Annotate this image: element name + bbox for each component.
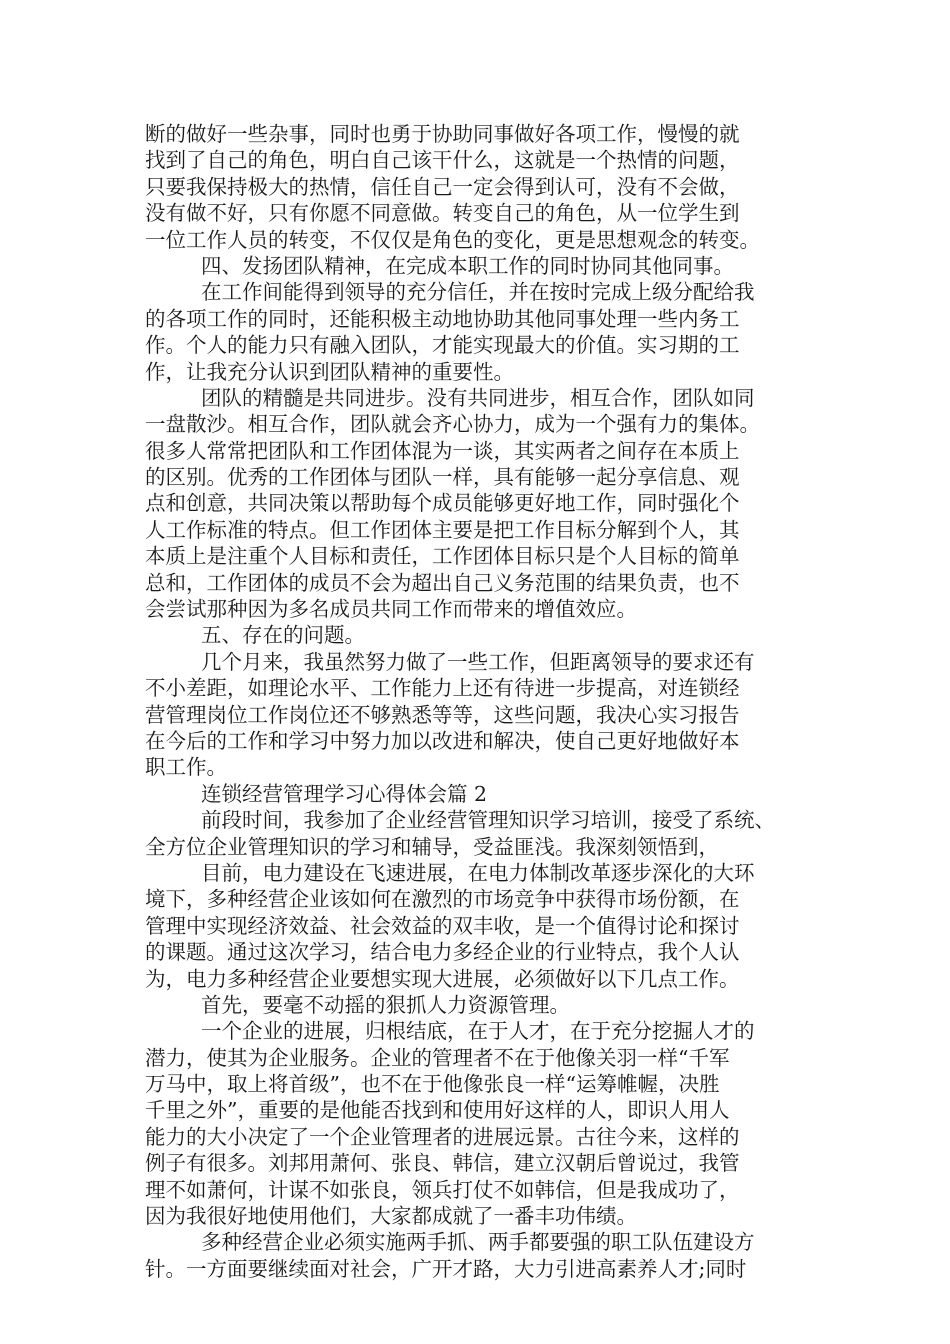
text-line: 的区别。优秀的工作团体与团队一样，具有能够一起分享信息、观 — [145, 465, 740, 490]
paragraph-first-line: 在工作间能得到领导的充分信任，并在按时完成上级分配给我 — [201, 280, 755, 305]
text-line: 找到了自己的角色，明白自己该干什么，这就是一个热情的问题， — [145, 148, 740, 173]
text-line: 作，让我充分认识到团队精神的重要性。 — [145, 359, 514, 384]
text-line: 理不如萧何，计谋不如张良，领兵打仗不如韩信，但是我成功了， — [145, 1177, 740, 1202]
paragraph-first-line: 多种经营企业必须实施两手抓、两手都要强的职工队伍建设方 — [201, 1230, 755, 1255]
text-line: 作。个人的能力只有融入团队，才能实现最大的价值。实习期的工 — [145, 333, 740, 358]
text-line: 营管理岗位工作岗位还不够熟悉等等，这些问题，我决心实习报告 — [145, 702, 740, 727]
text-line: 没有做不好，只有你愿不同意做。转变自己的角色，从一位学生到 — [145, 201, 740, 226]
text-line: 全方位企业管理知识的学习和辅导，受益匪浅。我深刻领悟到， — [145, 834, 719, 859]
paragraph-first-line: 四、发扬团队精神，在完成本职工作的同时协同其他同事。 — [201, 253, 734, 278]
paragraph-first-line: 五、存在的问题。 — [201, 623, 365, 648]
text-line: 因为我很好地使用他们，大家都成就了一番丰功伟绩。 — [145, 1204, 637, 1229]
text-line: 一位工作人员的转变，不仅仅是角色的变化，更是思想观念的转变。 — [145, 227, 760, 252]
document-body — [145, 121, 835, 1282]
text-line: 人工作标准的特点。但工作团体主要是把工作目标分解到个人，其 — [145, 517, 740, 542]
text-line: 总和，工作团体的成员不会为超出自己义务范围的结果负责，也不 — [145, 570, 740, 595]
text-line: 很多人常常把团队和工作团体混为一谈，其实两者之间存在本质上 — [145, 438, 740, 463]
text-line: 一盘散沙。相互合作，团队就会齐心协力，成为一个强有力的集体。 — [145, 412, 760, 437]
text-line: 万马中，取上将首级”，也不在于他像张良一样“运筹帷幄，决胜 — [145, 1072, 720, 1097]
paragraph-first-line: 团队的精髓是共同进步。没有共同进步，相互合作，团队如同 — [201, 385, 755, 410]
text-line: 针。一方面要继续面对社会，广开才路，大力引进高素养人才;同时 — [145, 1256, 747, 1281]
paragraph-first-line: 首先，要毫不动摇的狠抓人力资源管理。 — [201, 992, 570, 1017]
text-line: 会尝试那种因为多名成员共同工作而带来的增值效应。 — [145, 597, 637, 622]
text-line: 千里之外”，重要的是他能否找到和使用好这样的人，即识人用人 — [145, 1098, 730, 1123]
text-line: 点和创意，共同决策以帮助每个成员能够更好地工作，同时强化个 — [145, 491, 740, 516]
paragraph-first-line: 几个月来，我虽然努力做了一些工作，但距离领导的要求还有 — [201, 649, 755, 674]
text-line: 职工作。 — [145, 755, 227, 780]
text-line: 例子有很多。刘邦用萧何、张良、韩信，建立汉朝后曾说过，我管 — [145, 1151, 740, 1176]
paragraph-first-line: 连锁经营管理学习心得体会篇 2 — [201, 781, 488, 806]
text-line: 的课题。通过这次学习，结合电力多经企业的行业特点，我个人认 — [145, 940, 740, 965]
text-line: 断的做好一些杂事，同时也勇于协助同事做好各项工作，慢慢的就 — [145, 122, 740, 146]
paragraph-first-line: 前段时间，我参加了企业经营管理知识学习培训，接受了系统、 — [201, 808, 775, 833]
text-line: 的各项工作的同时，还能积极主动地协助其他同事处理一些内务工 — [145, 306, 740, 331]
text-line: 本质上是注重个人目标和责任，工作团体目标只是个人目标的简单 — [145, 544, 740, 569]
text-line: 潜力，使其为企业服务。企业的管理者不在于他像关羽一样“千军 — [145, 1045, 730, 1070]
text-line: 能力的大小决定了一个企业管理者的进展远景。古往今来，这样的 — [145, 1124, 740, 1149]
text-line: 不小差距，如理论水平、工作能力上还有待进一步提高，对连锁经 — [145, 676, 740, 701]
paragraph-first-line: 一个企业的进展，归根结底，在于人才，在于充分挖掘人才的 — [201, 1019, 755, 1044]
text-line: 在今后的工作和学习中努力加以改进和解决，使自己更好地做好本 — [145, 728, 740, 753]
text-line: 境下，多种经营企业该如何在激烈的市场竞争中获得市场份额，在 — [145, 887, 740, 912]
paragraph-first-line: 目前，电力建设在飞速进展，在电力体制改革逐步深化的大环 — [201, 860, 755, 885]
text-line: 管理中实现经济效益、社会效益的双丰收，是一个值得讨论和探讨 — [145, 913, 740, 938]
text-line: 为，电力多种经营企业要想实现大进展，必须做好以下几点工作。 — [145, 966, 740, 991]
text-line: 只要我保持极大的热情，信任自己一定会得到认可，没有不会做， — [145, 174, 740, 199]
